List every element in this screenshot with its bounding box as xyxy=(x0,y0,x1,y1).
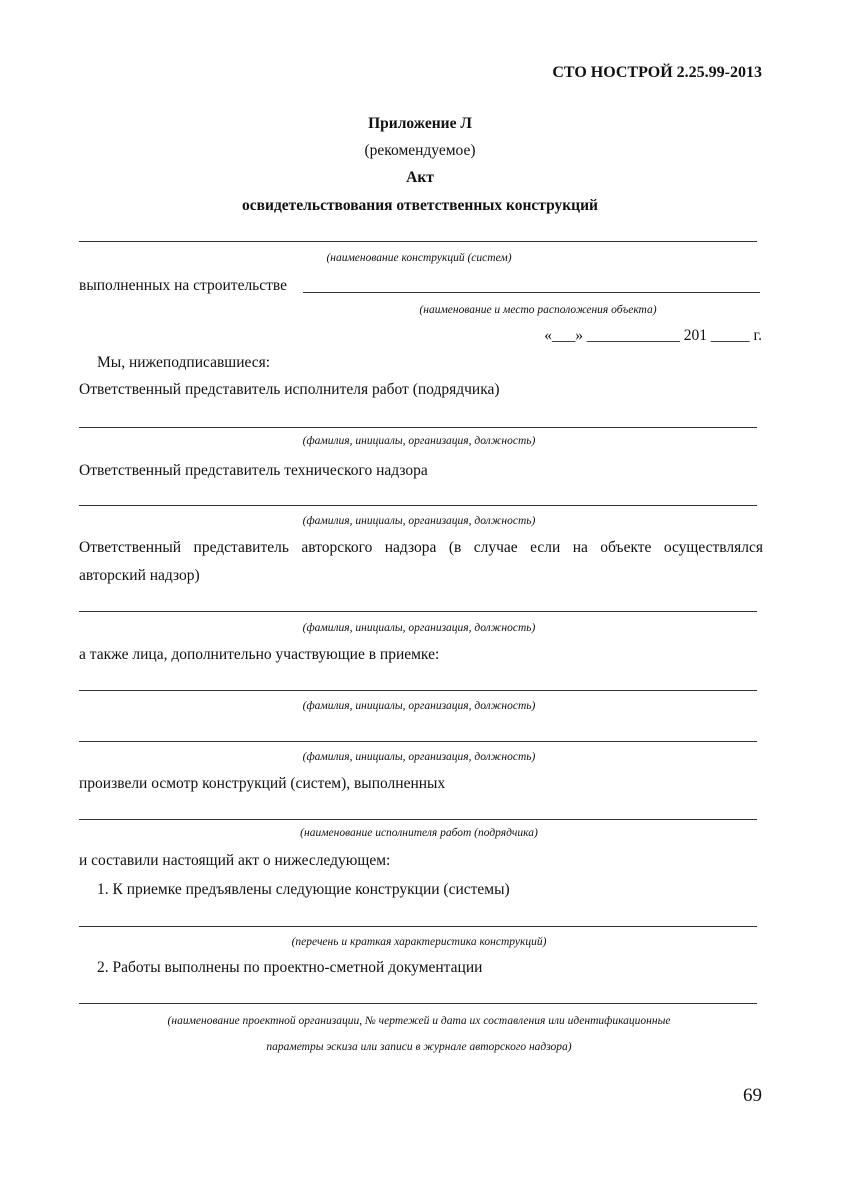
field-line-contractor[interactable] xyxy=(79,819,757,820)
field-line-constructions-list[interactable] xyxy=(79,926,757,927)
caption-project-line2: параметры эскиза или записи в журнале авторского надзора) xyxy=(266,1041,572,1053)
we-undersigned: Мы, нижеподписавшиеся: xyxy=(97,354,271,371)
caption-contractor: (наименование исполнителя работ (подрядчика) xyxy=(300,827,538,839)
item-2-label: 2. Работы выполнены по проектно-сметной документации xyxy=(97,959,483,976)
built-at-label: выполненных на строительстве xyxy=(79,277,288,294)
caption-person: (фамилия, инициалы, организация, должность) xyxy=(302,435,536,447)
item-1-label: 1. К приемке предъявлены следующие конструкции (системы) xyxy=(97,881,510,898)
tech-supervision-label: Ответственный представитель технического надзора xyxy=(79,462,428,479)
also-persons-label: а также лица, дополнительно участвующие в приемке: xyxy=(79,646,440,663)
doc-type: Акт xyxy=(406,169,434,186)
caption-constructions: (наименование конструкций (систем) xyxy=(326,252,512,264)
contractor-rep-label: Ответственный представитель исполнителя работ (подрядчика) xyxy=(79,381,500,398)
doc-subject: освидетельствования ответственных конструкций xyxy=(242,197,598,214)
author-supervision-label-line2: авторский надзор) xyxy=(79,567,200,584)
field-line-author-supervision[interactable] xyxy=(79,611,757,612)
caption-project-line1: (наименование проектной организации, № чертежей и дата их составления или идентификационные xyxy=(167,1015,671,1027)
field-line-object[interactable] xyxy=(303,292,760,293)
inspected-label: произвели осмотр конструкций (систем), выполненных xyxy=(79,775,446,792)
caption-person: (фамилия, инициалы, организация, должность) xyxy=(302,751,536,763)
field-line-extra-person-2[interactable] xyxy=(79,741,757,742)
caption-object: (наименование и место расположения объекта) xyxy=(419,304,657,316)
appendix-status: (рекомендуемое) xyxy=(364,142,476,159)
field-line-project-docs[interactable] xyxy=(79,1003,757,1004)
field-line-constructions[interactable] xyxy=(79,241,757,242)
field-line-contractor-rep[interactable] xyxy=(79,427,757,428)
date-line[interactable]: «___» ____________ 201 _____ г. xyxy=(544,327,762,344)
appendix-title: Приложение Л xyxy=(368,115,472,132)
author-supervision-label-line1: Ответственный представитель авторского надзора (в случае если на объекте осуществлялся xyxy=(79,539,763,556)
field-line-tech-supervision[interactable] xyxy=(79,505,757,506)
caption-person: (фамилия, инициалы, организация, должность) xyxy=(302,622,536,634)
field-line-extra-person-1[interactable] xyxy=(79,690,757,691)
standard-code: СТО НОСТРОЙ 2.25.99-2013 xyxy=(552,64,762,81)
compiled-label: и составили настоящий акт о нижеследующем: xyxy=(79,852,391,869)
caption-person: (фамилия, инициалы, организация, должность) xyxy=(302,700,536,712)
caption-person: (фамилия, инициалы, организация, должность) xyxy=(302,515,536,527)
caption-list: (перечень и краткая характеристика конструкций) xyxy=(291,936,547,948)
page-number: 69 xyxy=(743,1085,762,1106)
